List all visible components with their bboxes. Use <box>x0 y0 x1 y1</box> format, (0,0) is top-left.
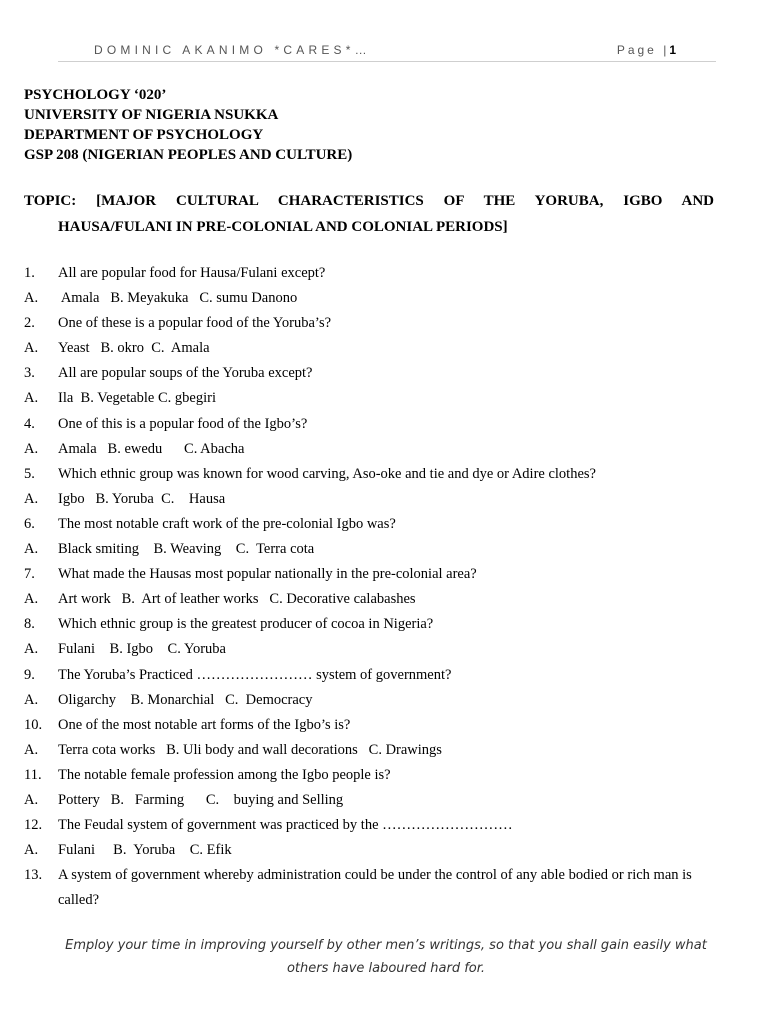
answer-options-row-text: Igbo B. Yoruba C. Hausa <box>58 490 226 507</box>
header-page-indicator <box>617 43 676 57</box>
header-author: DOMINIC AKANIMO *CARES*… <box>94 43 371 57</box>
title-line-course: PSYCHOLOGY ‘020’ <box>24 87 167 103</box>
title-line-department: DEPARTMENT OF PSYCHOLOGY <box>24 127 264 143</box>
question-row-number: 8. <box>24 616 35 633</box>
answer-options-row-number: A. <box>24 340 39 357</box>
question-row-text: What made the Hausas most popular nationally in the pre-colonial area? <box>58 566 477 583</box>
question-row-text: Which ethnic group was known for wood carving, Aso-oke and tie and dye or Adire clothes? <box>58 465 596 482</box>
question-row <box>24 562 724 587</box>
question-row-text: One of these is a popular food of the Yoruba’s? <box>58 315 332 332</box>
answer-options-row <box>24 637 724 662</box>
question-row-text: A system of government whereby administration could be under the control of any able bodied or rich man is called? <box>58 867 692 909</box>
topic-heading <box>24 188 714 240</box>
question-row-text: All are popular soups of the Yoruba except? <box>58 365 313 382</box>
answer-options-row-text: Amala B. Meyakuka C. sumu Danono <box>58 290 298 307</box>
question-row-text: The Feudal system of government was practiced by the ……………………… <box>58 817 513 834</box>
answer-options-row-text: Amala B. ewedu C. Abacha <box>58 440 245 457</box>
question-row <box>24 763 724 788</box>
question-row-number: 12. <box>24 817 43 834</box>
answer-options-row <box>24 487 724 512</box>
page-label: Page | <box>616 43 670 57</box>
question-row-number: 6. <box>24 515 35 532</box>
title-line-course-code: GSP 208 (NIGERIAN PEOPLES AND CULTURE) <box>24 147 353 163</box>
question-row-text: All are popular food for Hausa/Fulani except? <box>58 265 326 281</box>
question-row-text: One of this is a popular food of the Igbo’s? <box>58 415 308 432</box>
answer-options-row-text: Fulani B. Igbo C. Yoruba <box>58 641 226 658</box>
answer-options-row-text: Terra cota works B. Uli body and wall decorations C. Drawings <box>58 741 442 758</box>
answer-options-row-text: Black smiting B. Weaving C. Terra cota <box>58 541 315 558</box>
answer-options-row-number: A. <box>24 741 39 758</box>
topic-line-1: TOPIC: [MAJOR CULTURAL CHARACTERISTICS OF THE YORUBA, IGBO AND <box>24 193 714 209</box>
question-row <box>24 261 724 286</box>
page-header <box>58 40 716 62</box>
question-row <box>24 713 724 738</box>
title-line-university: UNIVERSITY OF NIGERIA NSUKKA <box>24 107 279 123</box>
document-title-block <box>24 85 352 165</box>
footer-quote-line-2: others have laboured hard for. <box>286 961 486 976</box>
answer-options-row-text: Oligarchy B. Monarchial C. Democracy <box>58 691 313 708</box>
question-row-text: The Yoruba’s Practiced …………………… system of government? <box>58 666 452 683</box>
answer-options-row-number: A. <box>24 591 39 608</box>
answer-options-row <box>24 688 724 713</box>
answer-options-row-number: A. <box>24 440 39 457</box>
answer-options-row-text: Fulani B. Yoruba C. Efik <box>58 842 232 859</box>
question-row <box>24 863 724 913</box>
question-row <box>24 311 724 336</box>
question-row-text: Which ethnic group is the greatest producer of cocoa in Nigeria? <box>58 616 434 633</box>
footer-quote-line-1: Employ your time in improving yourself by other men’s writings, so that you shall gain easily what <box>65 938 707 953</box>
topic-line-2: HAUSA/FULANI IN PRE-COLONIAL AND COLONIAL PERIODS] <box>58 219 508 235</box>
question-row <box>24 361 724 386</box>
question-row-number: 11. <box>24 766 42 783</box>
question-row-number: 4. <box>24 415 35 432</box>
answer-options-row-number: A. <box>24 641 39 658</box>
question-row-text: The most notable craft work of the pre-colonial Igbo was? <box>58 515 396 532</box>
question-row-text: One of the most notable art forms of the Igbo’s is? <box>58 716 351 733</box>
question-row <box>24 412 724 437</box>
answer-options-row <box>24 386 724 411</box>
question-row-number: 13. <box>24 867 43 884</box>
answer-options-row-number: A. <box>24 541 39 558</box>
question-row-number: 3. <box>24 365 35 382</box>
question-row-number: 2. <box>24 315 35 332</box>
question-row-number: 5. <box>24 465 35 482</box>
question-row <box>24 663 724 688</box>
answer-options-row-number: A. <box>24 691 39 708</box>
answer-options-row-number: A. <box>24 390 39 407</box>
answer-options-row-text: Art work B. Art of leather works C. Decorative calabashes <box>58 591 416 608</box>
question-row <box>24 612 724 637</box>
question-row <box>24 462 724 487</box>
answer-options-row-text: Yeast B. okro C. Amala <box>58 340 210 357</box>
answer-options-row-text: Ila B. Vegetable C. gbegiri <box>58 390 216 407</box>
page-number: 1 <box>669 43 676 57</box>
question-row-number: 10. <box>24 716 43 733</box>
answer-options-row-text: Pottery B. Farming C. buying and Selling <box>58 791 344 808</box>
answer-options-row-number: A. <box>24 791 39 808</box>
answer-options-row-number: A. <box>24 842 39 859</box>
answer-options-row-number: A. <box>24 490 39 507</box>
answer-options-row <box>24 336 724 361</box>
answer-options-row <box>24 587 724 612</box>
footer-quote <box>60 934 712 980</box>
answer-options-row <box>24 738 724 763</box>
answer-options-row <box>24 437 724 462</box>
question-row <box>24 813 724 838</box>
question-row-number: 9. <box>24 666 35 683</box>
answer-options-row-number: A. <box>24 290 39 307</box>
answer-options-row <box>24 537 724 562</box>
question-row-number: 1. <box>24 265 35 281</box>
question-list <box>24 261 724 913</box>
answer-options-row <box>24 838 724 863</box>
answer-options-row <box>24 286 724 311</box>
question-row <box>24 512 724 537</box>
question-row-number: 7. <box>24 566 35 583</box>
answer-options-row <box>24 788 724 813</box>
question-row-text: The notable female profession among the Igbo people is? <box>58 766 391 783</box>
